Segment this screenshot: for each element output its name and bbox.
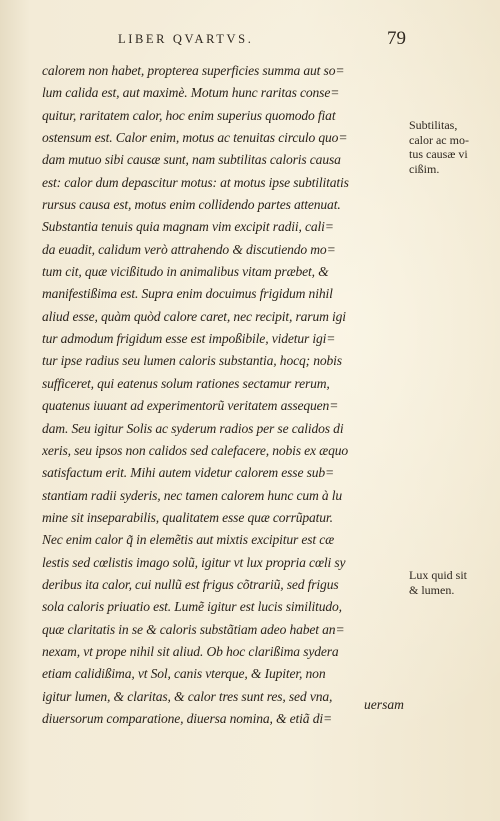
page-header	[118, 30, 470, 52]
text-line: manifestißima est. Supra enim docuimus frigidum nihil	[42, 286, 333, 302]
marginal-line: & lumen.	[409, 582, 455, 597]
text-line: quatenus iuuant ad experimentorũ veritatem assequen=	[42, 398, 339, 414]
text-line: lestis sed cœlistis imago solũ, igitur vt lux propria cœli sy	[42, 554, 346, 570]
text-line: quitur, raritatem calor, hoc enim superius quomodo fiat	[42, 107, 336, 123]
text-line: sufficeret, qui eatenus solum rationes sectamur rerum,	[42, 375, 330, 391]
text-line: etiam calidißima, vt Sol, canis vterque, & Iupiter, non	[42, 666, 326, 682]
text-line: da euadit, calidum verò attrahendo & discutiendo mo=	[42, 241, 336, 257]
text-line: mine sit inseparabilis, qualitatem esse quæ corrũpatur.	[42, 509, 333, 525]
text-line: rursus causa est, motus enim collidendo partes attenuat.	[42, 197, 341, 213]
text-line: igitur lumen, & claritas, & calor tres sunt res, sed vna,	[42, 688, 333, 704]
text-line: satisfactum erit. Mihi autem videtur calorem esse sub=	[42, 465, 335, 481]
text-line: stantiam radii syderis, nec tamen calorem hunc cum à lu	[42, 487, 343, 503]
text-line: ostensum est. Calor enim, motus ac tenuitas circulo quo=	[42, 130, 348, 146]
marginal-line: cißim.	[409, 161, 440, 176]
text-line: deribus ita calor, cui nullũ est frigus cõtrariũ, sed frigus	[42, 576, 339, 592]
text-line: tur ipse radius seu lumen caloris substantia, hocq; nobis	[42, 353, 342, 369]
text-line: diuersorum comparatione, diuersa nomina, & etiã di=	[42, 710, 332, 726]
text-line: xeris, seu ipsos non calidos sed calefacere, nobis ex æquo	[42, 442, 349, 458]
page-number: 79	[387, 28, 406, 49]
marginal-note-lux	[409, 568, 487, 597]
text-line: lum calida est, aut maximè. Motum hunc raritas conse=	[42, 85, 340, 101]
running-head: LIBER QVARTVS.	[118, 32, 254, 46]
text-line: calorem non habet, propterea superficies summa aut so=	[42, 63, 345, 78]
marginal-line: Lux quid sit	[409, 568, 468, 582]
text-line: nexam, vt prope nihil sit aliud. Ob hoc clarißima sydera	[42, 643, 339, 659]
marginal-line: Subtilitas,	[409, 118, 458, 132]
text-line: quæ claritatis in se & caloris substãtiam adeo habet an=	[42, 621, 345, 637]
catchword: uersam	[363, 697, 404, 712]
text-line: est: calor dum depascitur motus: at motus ipse subtilitatis	[42, 174, 349, 190]
marginal-note-subtilitas	[409, 118, 487, 176]
marginal-line: tus causæ vi	[409, 147, 468, 161]
marginal-line: calor ac mo-	[409, 132, 469, 147]
text-line: dam mutuo sibi causæ sunt, nam subtilitas caloris causa	[42, 152, 341, 168]
text-line: tur admodum frigidum esse est impoßibile, videtur igi=	[42, 331, 336, 347]
text-line: sola caloris priuatio est. Lumẽ igitur est lucis similitudo,	[42, 599, 342, 615]
text-line: Nec enim calor q̃ in elemẽtis aut mixtis excipitur est cæ	[42, 532, 335, 548]
text-line: Substantia tenuis quia magnam vim excipit radii, cali=	[42, 219, 334, 235]
body-text	[42, 60, 402, 730]
text-line: tum cit, quæ vicißitudo in animalibus vitam præbet, &	[42, 264, 329, 280]
text-line: dam. Seu igitur Solis ac syderum radios per se calidos di	[42, 420, 344, 436]
text-line: aliud esse, quàm quòd calore caret, nec recipit, rarum igi	[42, 308, 346, 324]
